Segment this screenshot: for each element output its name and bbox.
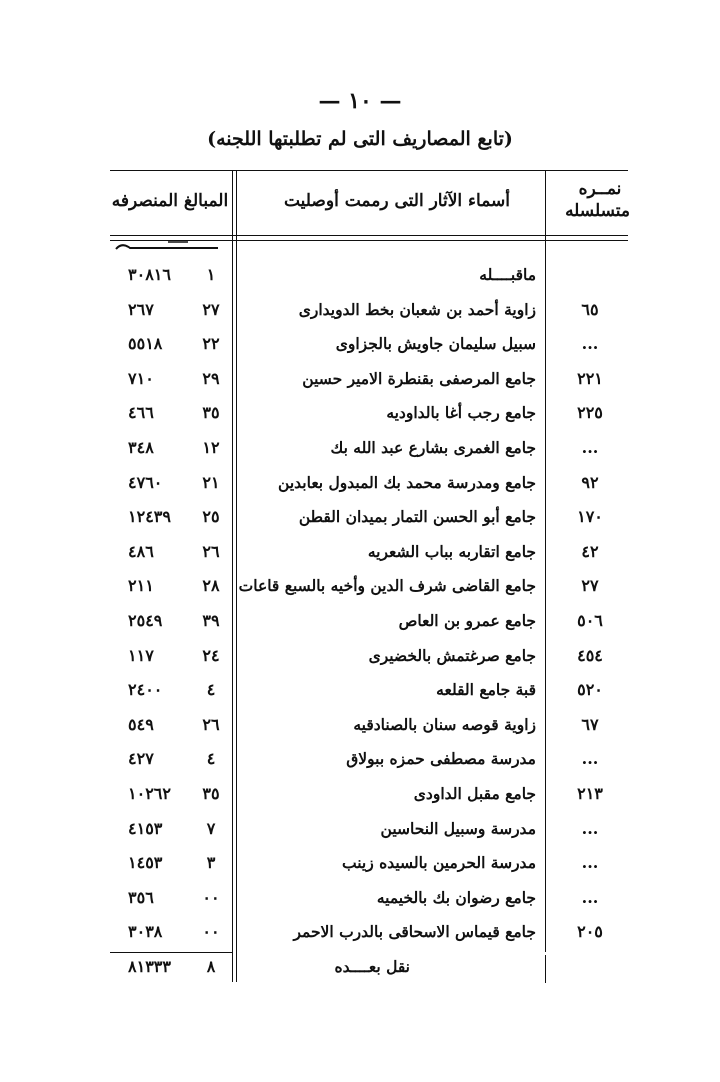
row-amount: ٢٦٧ bbox=[128, 299, 154, 319]
row-serial: ٤٥٤ bbox=[577, 645, 603, 665]
table-row bbox=[110, 742, 628, 776]
row-amount-fraction: ٣٥ bbox=[202, 403, 220, 423]
row-amount-fraction: ٢٨ bbox=[202, 576, 220, 596]
table-row bbox=[110, 673, 628, 707]
row-serial: ٦٥ bbox=[581, 299, 599, 319]
row-amount-fraction: ٤ bbox=[206, 749, 216, 769]
row-monument-name: جامع ومدرسة محمد بك المبدول بعابدين bbox=[278, 472, 536, 492]
row-serial bbox=[560, 258, 620, 292]
row-monument-name: مدرسة مصطفى حمزه ببولاق bbox=[346, 749, 536, 769]
row-monument-name: سبيل سليمان جاويش بالجزاوى bbox=[335, 334, 536, 354]
row-amount-fraction: ١٢ bbox=[202, 438, 220, 457]
row-serial: ... bbox=[581, 438, 599, 457]
table-row bbox=[110, 431, 628, 465]
table-row bbox=[110, 812, 628, 846]
ditto-mark bbox=[112, 240, 222, 254]
row-serial: ... bbox=[581, 853, 599, 873]
row-amount: ٤٨٦ bbox=[128, 541, 154, 561]
table-row bbox=[110, 293, 628, 327]
row-serial: ... bbox=[581, 334, 599, 354]
row-serial: ... bbox=[581, 749, 599, 769]
row-amount: ٤١٥٣ bbox=[128, 818, 163, 838]
header-name: أسماء الآثار التى رممت أوصليت bbox=[283, 191, 511, 211]
row-monument-name: زاوية أحمد بن شعبان بخط الدويدارى bbox=[298, 299, 536, 319]
row-amount: ٤٧٦٠ bbox=[128, 472, 163, 492]
row-amount-fraction: ٠٠ bbox=[202, 922, 220, 942]
table-row bbox=[110, 362, 628, 396]
row-monument-name: ماقبــــله bbox=[479, 265, 536, 284]
table-row bbox=[110, 777, 628, 811]
row-amount-fraction: ١ bbox=[206, 265, 216, 284]
row-monument-name: جامع الغمرى بشارع عبد الله بك bbox=[330, 438, 536, 457]
table-row bbox=[110, 881, 628, 915]
row-amount-fraction: ٣ bbox=[206, 853, 216, 873]
table-top-rule bbox=[110, 170, 628, 171]
row-amount: ٣٠٨١٦ bbox=[128, 265, 171, 284]
row-serial: ٥٠٦ bbox=[577, 611, 603, 630]
row-serial: ٢٧ bbox=[581, 576, 599, 596]
carry-forward-frac: ٨ bbox=[206, 957, 216, 976]
row-amount: ١٠٢٦٢ bbox=[128, 784, 171, 803]
table-row bbox=[110, 327, 628, 361]
row-amount-fraction: ٢٢ bbox=[202, 334, 220, 354]
row-monument-name: مدرسة الحرمين بالسيده زينب bbox=[342, 853, 536, 873]
row-amount: ٧١٠ bbox=[128, 368, 154, 388]
carry-forward-row bbox=[110, 950, 628, 984]
row-amount: ٤٦٦ bbox=[128, 403, 154, 423]
header-serial: نمــره متسلسله bbox=[565, 179, 630, 221]
page-number: — ١٠ — bbox=[318, 88, 402, 114]
row-amount-fraction: ٤ bbox=[206, 680, 216, 700]
table-row bbox=[110, 466, 628, 500]
row-amount-fraction: ٣٥ bbox=[202, 784, 220, 803]
table-row bbox=[110, 396, 628, 430]
row-monument-name: جامع عمرو بن العاص bbox=[398, 611, 536, 630]
row-amount-fraction: ٠٠ bbox=[202, 887, 220, 907]
row-amount-fraction: ٢٦ bbox=[202, 714, 220, 734]
row-amount: ١٤٥٣ bbox=[128, 853, 163, 873]
row-amount: ١٢٤٣٩ bbox=[128, 507, 171, 527]
table-row bbox=[110, 535, 628, 569]
row-amount: ٢٤٠٠ bbox=[128, 680, 163, 700]
row-monument-name: جامع اتقاربه بباب الشعريه bbox=[367, 541, 536, 561]
page-caption: (تابع المصاريف التى لم تطلبتها اللجنه) bbox=[207, 128, 513, 150]
carry-forward-label: نقل بعــــده bbox=[334, 957, 410, 976]
row-serial: ... bbox=[581, 887, 599, 907]
row-amount: ٣٥٦ bbox=[128, 887, 154, 907]
row-amount: ٥٤٩ bbox=[128, 714, 154, 734]
table-row bbox=[110, 915, 628, 949]
table-row bbox=[110, 604, 628, 638]
row-monument-name: جامع قيماس الاسحاقى بالدرب الاحمر bbox=[293, 922, 536, 942]
row-serial: ٥٢٠ bbox=[577, 680, 603, 700]
row-amount: ٣٠٣٨ bbox=[128, 922, 163, 942]
row-amount: ٣٤٨ bbox=[128, 438, 154, 457]
row-amount-fraction: ٢٦ bbox=[202, 541, 220, 561]
row-amount-fraction: ٢٩ bbox=[202, 368, 220, 388]
row-monument-name: جامع صرغتمش بالخضيرى bbox=[368, 645, 536, 665]
row-monument-name: زاوية قوصه سنان بالصنادقيه bbox=[353, 714, 536, 734]
row-amount-fraction: ٢٥ bbox=[202, 507, 220, 527]
row-monument-name: جامع القاضى شرف الدين وأخيه بالسبع قاعات bbox=[238, 576, 536, 596]
header-amount: المبالغ المنصرفه bbox=[111, 191, 229, 211]
row-serial: ... bbox=[581, 818, 599, 838]
table-row bbox=[110, 500, 628, 534]
row-amount-fraction: ٢٤ bbox=[202, 645, 220, 665]
row-serial: ٢٢٥ bbox=[577, 403, 603, 423]
row-amount-fraction: ٣٩ bbox=[202, 611, 220, 630]
row-serial: ٦٧ bbox=[581, 714, 599, 734]
header-bottom-rule bbox=[110, 235, 628, 236]
row-monument-name: جامع المرصفى بقنطرة الامير حسين bbox=[302, 368, 536, 388]
row-serial: ٤٢ bbox=[581, 541, 599, 561]
row-monument-name: جامع رضوان بك بالخيميه bbox=[376, 887, 536, 907]
row-monument-name: جامع مقبل الداودى bbox=[413, 784, 536, 803]
table-row bbox=[110, 569, 628, 603]
row-monument-name: جامع أبو الحسن التمار بميدان القطن bbox=[298, 507, 536, 527]
row-serial: ٩٢ bbox=[581, 472, 599, 492]
table-row bbox=[110, 639, 628, 673]
row-monument-name: مدرسة وسبيل النحاسين bbox=[380, 818, 536, 838]
table-row bbox=[110, 258, 628, 292]
row-serial: ٢١٣ bbox=[577, 784, 603, 803]
row-amount: ٢١١ bbox=[128, 576, 154, 596]
carry-forward-amount: ٨١٣٣٣ bbox=[128, 957, 171, 976]
row-serial: ٢٠٥ bbox=[577, 922, 603, 942]
row-monument-name: قبة جامع القلعه bbox=[436, 680, 536, 700]
row-serial: ١٧٠ bbox=[577, 507, 603, 527]
row-amount-fraction: ٧ bbox=[206, 818, 216, 838]
row-amount: ٤٢٧ bbox=[128, 749, 154, 769]
row-amount-fraction: ٢١ bbox=[202, 472, 220, 492]
row-amount-fraction: ٢٧ bbox=[202, 299, 220, 319]
row-amount: ١١٧ bbox=[128, 645, 154, 665]
row-serial: ٢٢١ bbox=[577, 368, 603, 388]
table-row bbox=[110, 846, 628, 880]
row-amount: ٢٥٤٩ bbox=[128, 611, 163, 630]
row-monument-name: جامع رجب أغا بالداوديه bbox=[386, 403, 536, 423]
row-amount: ٥٥١٨ bbox=[128, 334, 163, 354]
table-row bbox=[110, 708, 628, 742]
